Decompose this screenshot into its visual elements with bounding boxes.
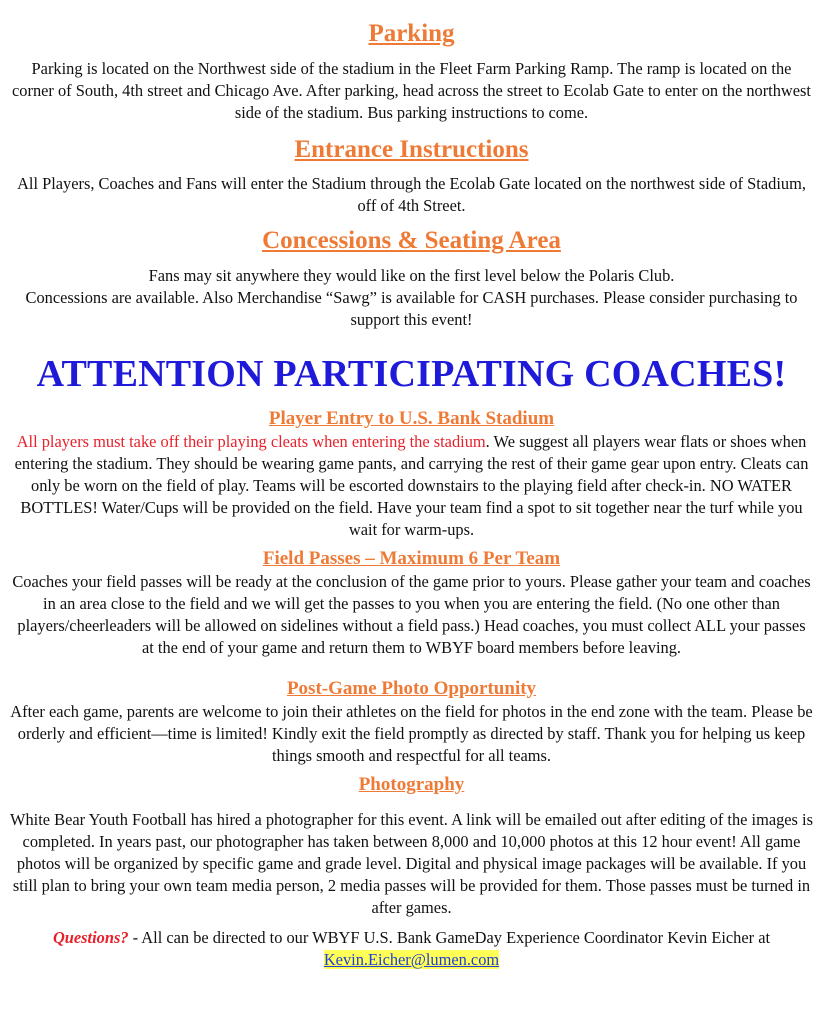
concessions-heading: Concessions & Seating Area <box>262 227 561 254</box>
cleats-warning: All players must take off their playing cleats when entering the stadium <box>16 432 486 451</box>
player-entry-text: . We suggest all players wear flats or shoes when entering the stadium. They should be wearing game pants, and carrying the rest of their game gear upon entry. Cleats can only be worn on the field of play. Teams will be escorted downstairs to the playing field after check-in. NO WATER BOTTLES! Water/Cups will be provided on the field. Have your team find a spot to sit together near the turf while you wait for warm-ups. <box>14 432 809 539</box>
post-game-body: After each game, parents are welcome to join their athletes on the field for photos in the end zone with the team. Please be orderly and efficient—time is limited! Kindly exit the field promptly as directed by staff. Thank you for helping us keep things smooth and respectful for all teams. <box>10 702 813 765</box>
entrance-section <box>10 134 813 217</box>
parking-body: Parking is located on the Northwest side of the stadium in the Fleet Farm Parking Ramp. The ramp is located on the corner of South, 4th street and Chicago Ave. After parking, head across the street to Ecolab Gate to enter on the northwest side of the stadium. Bus parking instructions to come. <box>12 59 811 122</box>
player-entry-body <box>10 431 813 541</box>
concessions-line-1: Fans may sit anywhere they would like on the first level below the Polaris Club. <box>148 266 675 285</box>
questions-text: - All can be directed to our WBYF U.S. Bank GameDay Experience Coordinator Kevin Eicher at <box>128 928 771 947</box>
questions-line <box>10 927 813 971</box>
field-passes-heading: Field Passes – Maximum 6 Per Team <box>262 548 561 569</box>
field-passes-body: Coaches your field passes will be ready at the conclusion of the game prior to yours. Please gather your team and coaches in an area close to the field and we will get the passes to you when you are entering the field. (No one other than players/cheerleaders will be allowed on sidelines without a field pass.) Head coaches, you must collect ALL your passes at the end of your game and return them to WBYF board members before leaving. <box>12 572 811 657</box>
photography-heading: Photography <box>358 774 465 795</box>
entrance-heading: Entrance Instructions <box>294 136 529 163</box>
post-game-heading: Post-Game Photo Opportunity <box>286 678 537 699</box>
attention-banner: ATTENTION PARTICIPATING COACHES! <box>36 353 787 395</box>
entrance-body: All Players, Coaches and Fans will enter the Stadium through the Ecolab Gate located on the northwest side of Stadium, off of 4th Street. <box>17 174 806 215</box>
parking-heading: Parking <box>368 20 455 47</box>
questions-label: Questions? <box>52 928 129 947</box>
field-passes-section <box>10 547 813 659</box>
concessions-section <box>10 225 813 331</box>
post-game-section <box>10 677 813 767</box>
document-page <box>10 0 813 971</box>
parking-section <box>10 18 813 124</box>
coordinator-email-link[interactable]: Kevin.Eicher@lumen.com <box>323 950 500 969</box>
photography-body: White Bear Youth Football has hired a photographer for this event. A link will be emailed out after editing of the images is completed. In years past, our photographer has taken between 8,000 and 10,000 photos at this 12 hour event! All game photos will be organized by specific game and grade level. Digital and physical image packages will be available. If you still plan to bring your own team media person, 2 media passes will be provided for them. Those passes must be turned in after games. <box>10 810 813 917</box>
player-entry-section <box>10 407 813 541</box>
concessions-line-2: Concessions are available. Also Merchandise “Sawg” is available for CASH purchases. Please consider purchasing to support this event! <box>25 288 798 329</box>
concessions-body <box>10 265 813 331</box>
player-entry-heading: Player Entry to U.S. Bank Stadium <box>268 408 555 429</box>
photography-section <box>10 773 813 919</box>
